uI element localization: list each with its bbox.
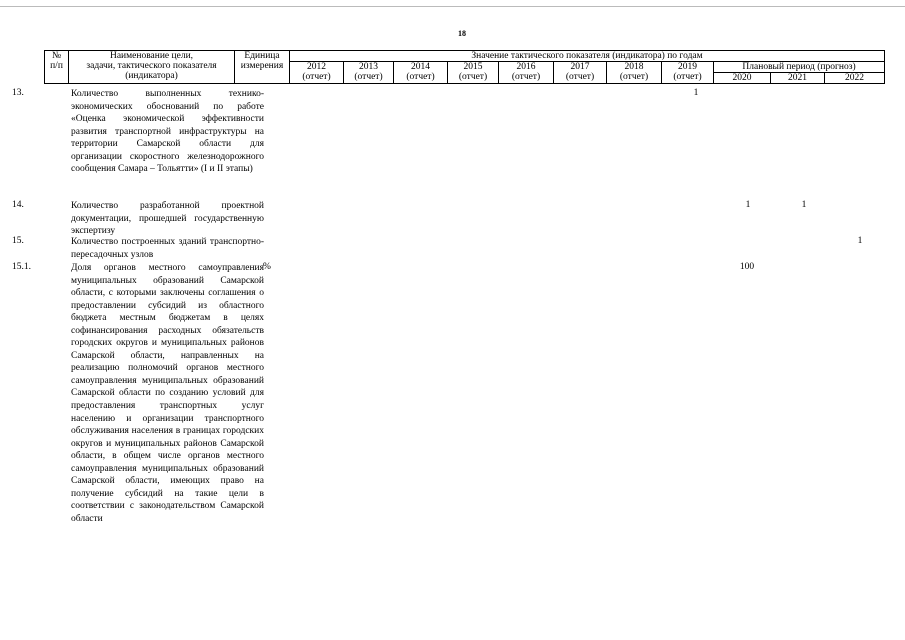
header-plan-2021: 2021 [771,73,825,84]
report-label: (отчет) [302,72,331,82]
value-2020: 1 [745,200,751,210]
header-unit-line2: измерения [240,61,284,71]
row-name: Количество построенных зданий транспортно-пересадочных узлов [71,237,264,260]
row-name: Количество выполненных технико-экономических обоснований по работе «Оценка экономической эффективности развития транспортной инфраструктуры на территории Самарской области для организации скоростного железнодорожного сообщения Самара – Тольятти» (I и II этапы) [71,89,264,175]
header-name-line2: задачи, тактического показателя [86,61,217,71]
header-year-2016 [499,62,554,84]
header-number [45,51,69,84]
header-year-2014 [394,62,448,84]
year-label: 2012 [307,62,326,72]
header-values-title: Значение тактического показателя (индикатора) по годам [290,51,885,62]
value-2022: 1 [857,236,863,246]
header-year-2017 [554,62,607,84]
page-number: 18 [458,29,466,38]
year-label: 2019 [678,62,697,72]
header-year-2019 [662,62,714,84]
header-year-2013 [344,62,394,84]
indicator-table-header [44,50,885,84]
header-year-2015 [448,62,499,84]
header-name [69,51,235,84]
header-name-line1: Наименование цели, [109,51,194,61]
row-number: 14. [12,200,24,210]
report-label: (отчет) [511,72,541,82]
row-number: 15. [12,236,24,246]
value-2019: 1 [693,88,699,98]
report-label: (отчет) [354,72,383,82]
row-unit: % [263,262,271,272]
header-number-line1: № [51,51,62,61]
header-number-line2: п/п [50,61,63,71]
row-name: Количество разработанной проектной документации, прошедшей государственную экспертизу [71,201,264,237]
report-label: (отчет) [673,72,702,82]
year-label: 2013 [359,62,378,72]
header-year-2018 [607,62,662,84]
header-name-line3: (индикатора) [125,71,178,81]
value-2021: 1 [801,200,807,210]
header-plan-2022: 2022 [825,73,885,84]
row-number: 13. [12,88,24,98]
row-name: Доля органов местного самоуправления муниципальных образований Самарской области, с которыми заключены соглашения о предоставлении субсидий из областного бюджета местным бюджетам в целях софинансирования расходных обязательств городских округов и муниципальных районов Самарской области, направленных на реализацию полномочий органов местного самоуправления муниципальных образований Самарской области по созданию условий для предоставления транспортных услуг населению и организации транспортного обслуживания населения в границах городских округов и муниципальных районов Самарской области, в общем числе органов местного самоуправления муниципальных образований Самарской области, имеющих право на получение субсидий на такие цели в соответствии с законодательством Самарской области [71,263,264,524]
header-unit-line1: Единица [244,51,280,61]
header-plan-2020: 2020 [714,73,771,84]
year-label: 2014 [411,62,430,72]
year-label: 2017 [570,62,590,72]
year-label: 2016 [516,62,536,72]
report-label: (отчет) [406,72,435,82]
row-number: 15.1. [12,262,31,272]
year-label: 2018 [624,62,644,72]
top-rule [0,6,905,7]
report-label: (отчет) [458,72,488,82]
header-plan-title: Плановый период (прогноз) [714,62,885,73]
value-2020: 100 [739,262,755,272]
year-label: 2015 [463,62,483,72]
report-label: (отчет) [565,72,595,82]
header-unit [235,51,290,84]
report-label: (отчет) [619,72,649,82]
header-year-2012 [290,62,344,84]
